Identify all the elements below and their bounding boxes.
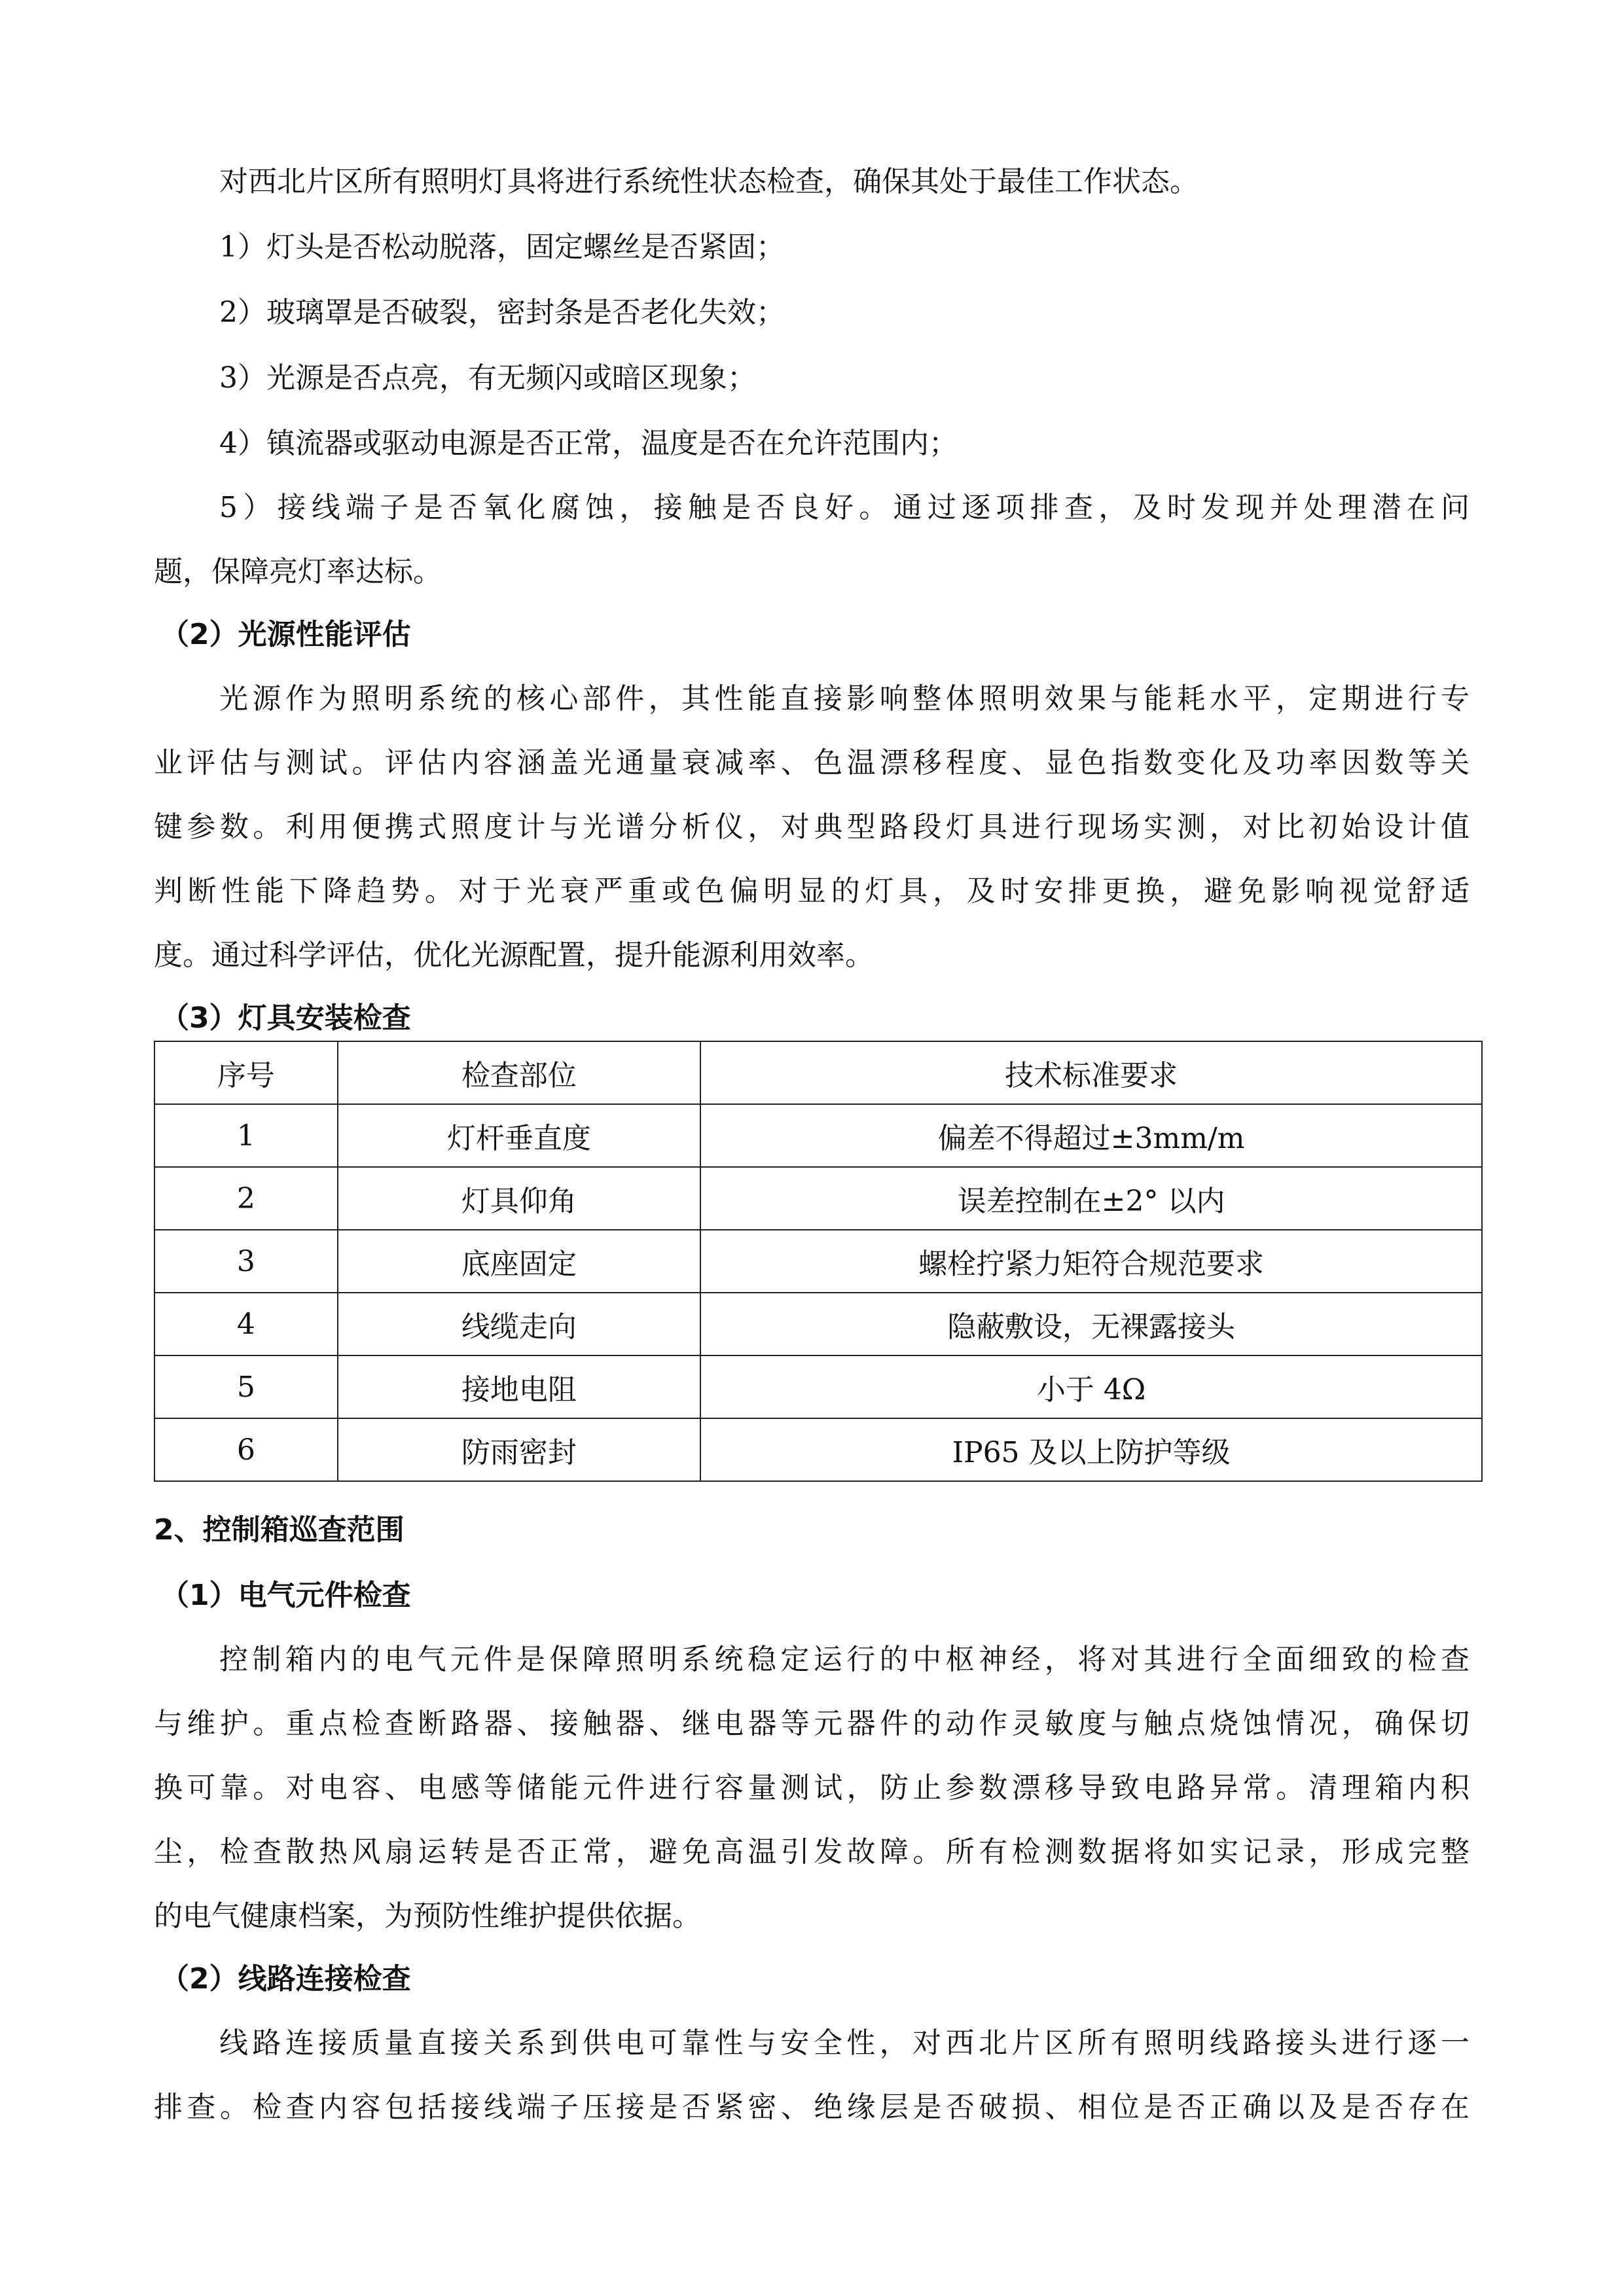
table-cell: 灯杆垂直度 — [338, 1104, 700, 1167]
table-cell: 3 — [154, 1230, 338, 1293]
table-cell: 1 — [154, 1104, 338, 1167]
header-index: 序号 — [154, 1041, 338, 1104]
table-row — [154, 1230, 1482, 1293]
table-cell: 灯具仰角 — [338, 1167, 700, 1230]
heading-light-source-evaluation: （2）光源性能评估 — [160, 618, 411, 651]
table-cell: IP65 及以上防护等级 — [700, 1418, 1482, 1481]
heading-electrical-components-check: （1）电气元件检查 — [160, 1579, 411, 1612]
heading-wiring-connection-check: （2）线路连接检查 — [160, 1962, 411, 1996]
table-cell: 4 — [154, 1293, 338, 1355]
table-cell: 5 — [154, 1355, 338, 1418]
table-row — [154, 1355, 1482, 1418]
light-source-line-2: 业评估与测试。评估内容涵盖光通量衰减率、色温漂移程度、显色指数变化及功率因数等关 — [154, 746, 1470, 780]
table-cell: 偏差不得超过±3mm/m — [700, 1104, 1482, 1167]
light-source-line-3: 键参数。利用便携式照度计与光谱分析仪，对典型路段灯具进行现场实测，对比初始设计值 — [154, 810, 1470, 844]
check-item-5-line-1: 5）接线端子是否氧化腐蚀，接触是否良好。通过逐项排查，及时发现并处理潜在问 — [219, 491, 1470, 524]
check-item-1: 1）灯头是否松动脱落，固定螺丝是否紧固； — [219, 230, 785, 264]
table-cell: 隐蔽敷设，无裸露接头 — [700, 1293, 1482, 1355]
electrical-line-5: 的电气健康档案，为预防性维护提供依据。 — [154, 1899, 701, 1933]
check-item-2: 2）玻璃罩是否破裂，密封条是否老化失效； — [219, 296, 785, 329]
electrical-line-2: 与维护。重点检查断路器、接触器、继电器等元器件的动作灵敏度与触点烧蚀情况，确保切 — [154, 1707, 1470, 1740]
table-cell: 接地电阻 — [338, 1355, 700, 1418]
light-source-line-1: 光源作为照明系统的核心部件，其性能直接影响整体照明效果与能耗水平，定期进行专 — [219, 682, 1470, 715]
wiring-line-1: 线路连接质量直接关系到供电可靠性与安全性，对西北片区所有照明线路接头进行逐一 — [219, 2026, 1470, 2060]
table-cell: 小于 4Ω — [700, 1355, 1482, 1418]
header-technical-standard: 技术标准要求 — [700, 1041, 1482, 1104]
table-header-row — [154, 1041, 1482, 1104]
heading-control-box-inspection-scope: 2、控制箱巡查范围 — [154, 1513, 405, 1547]
table-cell: 防雨密封 — [338, 1418, 700, 1481]
table-cell: 线缆走向 — [338, 1293, 700, 1355]
table-cell: 6 — [154, 1418, 338, 1481]
table-row — [154, 1104, 1482, 1167]
table-row — [154, 1293, 1482, 1355]
check-item-3: 3）光源是否点亮，有无频闪或暗区现象； — [219, 361, 756, 395]
installation-standards-table — [154, 1041, 1483, 1482]
check-item-4: 4）镇流器或驱动电源是否正常，温度是否在允许范围内； — [219, 427, 958, 460]
light-source-line-5: 度。通过科学评估，优化光源配置，提升能源利用效率。 — [154, 939, 874, 972]
table-cell: 误差控制在±2° 以内 — [700, 1167, 1482, 1230]
table-row — [154, 1167, 1482, 1230]
table-row — [154, 1418, 1482, 1481]
wiring-line-2: 排查。检查内容包括接线端子压接是否紧密、绝缘层是否破损、相位是否正确以及是否存在 — [154, 2090, 1470, 2124]
electrical-line-4: 尘，检查散热风扇运转是否正常，避免高温引发故障。所有检测数据将如实记录，形成完整 — [154, 1835, 1470, 1869]
electrical-line-3: 换可靠。对电容、电感等储能元件进行容量测试，防止参数漂移导致电路异常。清理箱内积 — [154, 1771, 1470, 1804]
table-cell: 2 — [154, 1167, 338, 1230]
table-cell: 螺栓拧紧力矩符合规范要求 — [700, 1230, 1482, 1293]
intro-paragraph: 对西北片区所有照明灯具将进行系统性状态检查，确保其处于最佳工作状态。 — [219, 165, 1199, 198]
electrical-line-1: 控制箱内的电气元件是保障照明系统稳定运行的中枢神经，将对其进行全面细致的检查 — [219, 1643, 1470, 1676]
header-check-part: 检查部位 — [338, 1041, 700, 1104]
check-item-5-line-2: 题，保障亮灯率达标。 — [154, 555, 442, 588]
table-cell: 底座固定 — [338, 1230, 700, 1293]
light-source-line-4: 判断性能下降趋势。对于光衰严重或色偏明显的灯具，及时安排更换，避免影响视觉舒适 — [154, 874, 1470, 908]
heading-fixture-installation-check: （3）灯具安装检查 — [160, 1001, 411, 1035]
